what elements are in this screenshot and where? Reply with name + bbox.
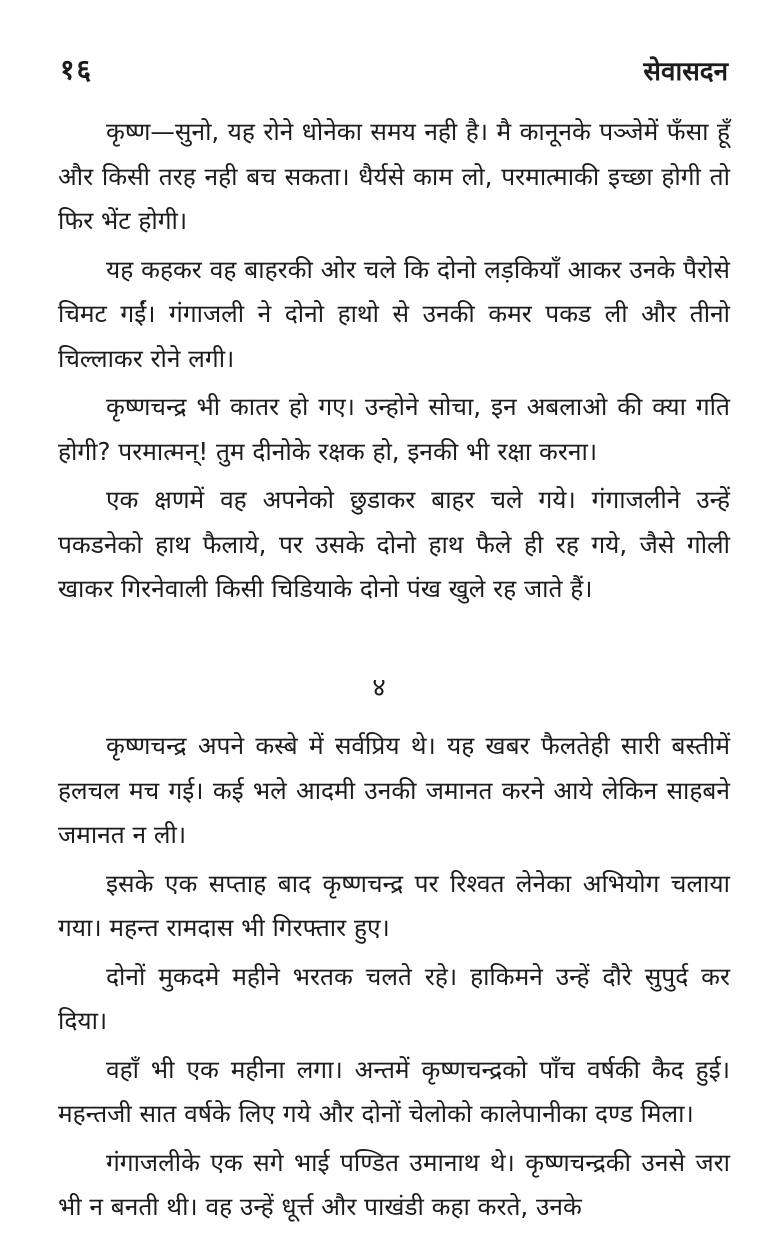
- section-two-text: [58, 724, 730, 1234]
- running-title: सेवासदन: [643, 57, 728, 87]
- paragraph: कृष्णचन्द्र भी कातर हो गए। उन्होने सोचा, इन अबलाओ की क्या गति होगी? परमात्मन्! तुम दीनोके रक्षक हो, इनकी भी रक्षा करना।: [58, 392, 730, 466]
- paragraph: गंगाजलीके एक सगे भाई पण्डित उमानाथ थे। कृष्णचन्द्रकी उनसे जरा भी न बनती थी। वह उन्हें धूर्त्त और पाखंडी कहा करते, उनके: [58, 1147, 730, 1221]
- paragraph: यह कहकर वह बाहरकी ओर चले कि दोनो लड़कियाँ आकर उनके पैरोसे चिमट गईं। गंगाजली ने दोनो हाथो से उनकी कमर पकड ली और तीनो चिल्लाकर रोने लगी।: [58, 254, 730, 373]
- paragraph: कृष्ण—सुनो, यह रोने धोनेका समय नही है। मै कानूनके पञ्जेमें फँसा हूँ और किसी तरह नही बच सकता। धैर्यसे काम लो, परमात्माकी इच्छा होगी तो फिर भेंट होगी।: [58, 117, 730, 235]
- paragraph: एक क्षणमें वह अपनेको छुडाकर बाहर चले गये। गंगाजलीने उन्हें पकडनेको हाथ फैलाये, पर उसके दोनो हाथ फैले ही रह गये, जैसे गोली खाकर गिरनेवाली किसी चिडियाके दोनो पंख खुले रह जाते हैं।: [58, 485, 730, 603]
- paragraph: दोनों मुकदमे महीने भरतक चलते रहे। हाकिमने उन्हें दौरे सुपुर्द कर दिया।: [58, 961, 730, 1035]
- paragraph: कृष्णचन्द्र अपने कस्बे में सर्वप्रिय थे। यह खबर फैलतेही सारी बस्तीमें हलचल मच गई। कई भले आदमी उनकी जमानत करने आये लेकिन साहबने जमानत न ली।: [58, 731, 730, 849]
- paragraph: इसके एक सप्ताह बाद कृष्णचन्द्र पर रिश्वत लेनेका अभियोग चलाया गया। महन्त रामदास भी गिरफ्तार हुए।: [58, 868, 730, 942]
- page-number: १६: [60, 53, 94, 86]
- paragraph: वहाँ भी एक महीना लगा। अन्तमें कृष्णचन्द्रको पाँच वर्षकी कैद हुई। महन्तजी सात वर्षके लिए गये और दोनों चेलोको कालेपानीका दण्ड मिला।: [58, 1054, 730, 1128]
- section-number: ४: [372, 673, 386, 703]
- section-one-text: [58, 110, 730, 616]
